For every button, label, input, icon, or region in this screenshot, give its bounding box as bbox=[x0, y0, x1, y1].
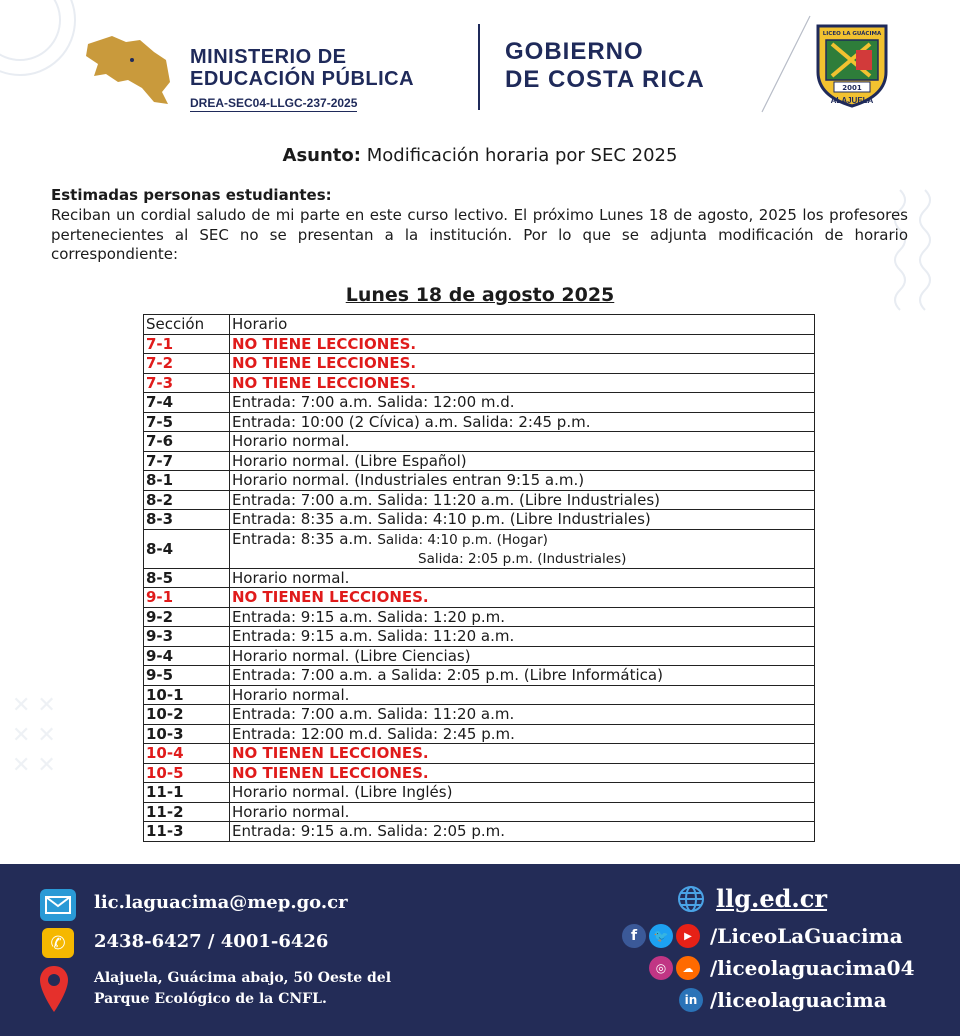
soundcloud-icon[interactable]: ☁ bbox=[676, 956, 700, 980]
table-row bbox=[144, 412, 815, 432]
table-row bbox=[144, 724, 815, 744]
footer-email[interactable]: lic.laguacima@mep.go.cr bbox=[94, 892, 348, 913]
cell-schedule: NO TIENE LECCIONES. bbox=[230, 373, 815, 393]
table-row bbox=[144, 490, 815, 510]
table-row bbox=[144, 763, 815, 783]
svg-text:✕ ✕: ✕ ✕ bbox=[12, 723, 56, 748]
header-section: Sección bbox=[144, 315, 230, 335]
cell-schedule: Horario normal. (Libre Inglés) bbox=[230, 783, 815, 803]
table-header-row bbox=[144, 315, 815, 335]
costa-rica-map-logo bbox=[82, 30, 174, 112]
cell-schedule: Entrada: 12:00 m.d. Salida: 2:45 p.m. bbox=[230, 724, 815, 744]
ministry-line1: MINISTERIO DE bbox=[190, 46, 347, 68]
facebook-icon[interactable]: f bbox=[622, 924, 646, 948]
table-row bbox=[144, 588, 815, 608]
cell-schedule: Horario normal. (Libre Ciencias) bbox=[230, 646, 815, 666]
gov-line2: DE COSTA RICA bbox=[505, 66, 705, 93]
footer-social-3[interactable]: /liceolaguacima bbox=[710, 988, 887, 1012]
cell-schedule: Entrada: 9:15 a.m. Salida: 11:20 a.m. bbox=[230, 627, 815, 647]
table-title: Lunes 18 de agosto 2025 bbox=[345, 284, 615, 306]
cell-schedule: Horario normal. (Libre Español) bbox=[230, 451, 815, 471]
cell-section: 7-1 bbox=[144, 334, 230, 354]
cell-section: 11-1 bbox=[144, 783, 230, 803]
footer-phone: 2438-6427 / 4001-6426 bbox=[94, 931, 329, 952]
cell-schedule: Horario normal. bbox=[230, 568, 815, 588]
instagram-icon[interactable]: ◎ bbox=[649, 956, 673, 980]
cell-section: 7-4 bbox=[144, 393, 230, 413]
crest-caption: ALAJUELA bbox=[830, 96, 874, 105]
footer bbox=[0, 864, 960, 1036]
cell-section: 7-3 bbox=[144, 373, 230, 393]
cell-section: 11-3 bbox=[144, 822, 230, 842]
cell-schedule: NO TIENE LECCIONES. bbox=[230, 354, 815, 374]
svg-text:✕ ✕: ✕ ✕ bbox=[12, 693, 56, 718]
cell-section: 9-1 bbox=[144, 588, 230, 608]
cell-schedule: NO TIENEN LECCIONES. bbox=[230, 744, 815, 764]
table-row bbox=[144, 685, 815, 705]
cell-section: 8-2 bbox=[144, 490, 230, 510]
cell-section: 8-1 bbox=[144, 471, 230, 491]
cell-section: 8-5 bbox=[144, 568, 230, 588]
table-row bbox=[144, 627, 815, 647]
table-row bbox=[144, 822, 815, 842]
schedule-exit-2: Salida: 2:05 p.m. (Industriales) bbox=[418, 550, 627, 567]
cell-section: 7-6 bbox=[144, 432, 230, 452]
cell-schedule: Entrada: 10:00 (2 Cívica) a.m. Salida: 2:45 p.m. bbox=[230, 412, 815, 432]
cell-schedule: NO TIENEN LECCIONES. bbox=[230, 763, 815, 783]
table-row bbox=[144, 334, 815, 354]
cell-schedule: NO TIENEN LECCIONES. bbox=[230, 588, 815, 608]
schedule-exit-1: Salida: 4:10 p.m. (Hogar) bbox=[377, 531, 548, 548]
cell-section: 10-1 bbox=[144, 685, 230, 705]
schedule-table bbox=[143, 314, 815, 842]
cell-schedule: Entrada: 7:00 a.m. Salida: 11:20 a.m. bbox=[230, 705, 815, 725]
cell-section: 9-4 bbox=[144, 646, 230, 666]
header-schedule: Horario bbox=[230, 315, 815, 335]
table-row bbox=[144, 373, 815, 393]
government-name bbox=[505, 38, 705, 94]
ministry-line2: EDUCACIÓN PÚBLICA bbox=[190, 68, 415, 90]
table-row bbox=[144, 646, 815, 666]
subject-text: Modificación horaria por SEC 2025 bbox=[366, 145, 678, 166]
footer-website[interactable]: llg.ed.cr bbox=[716, 884, 828, 913]
cell-section: 11-2 bbox=[144, 802, 230, 822]
cell-schedule: Entrada: 7:00 a.m. a Salida: 2:05 p.m. (Libre Informática) bbox=[230, 666, 815, 686]
table-row bbox=[144, 529, 815, 568]
footer-address bbox=[94, 968, 391, 1010]
cell-section: 9-2 bbox=[144, 607, 230, 627]
table-row bbox=[144, 510, 815, 530]
cell-schedule: Entrada: 7:00 a.m. Salida: 11:20 a.m. (Libre Industriales) bbox=[230, 490, 815, 510]
table-row bbox=[144, 471, 815, 491]
cell-section: 7-2 bbox=[144, 354, 230, 374]
crest-year: 2001 bbox=[842, 84, 862, 92]
cell-schedule: Entrada: 7:00 a.m. Salida: 12:00 m.d. bbox=[230, 393, 815, 413]
cell-schedule: Horario normal. (Industriales entran 9:15 a.m.) bbox=[230, 471, 815, 491]
letterhead bbox=[0, 0, 960, 130]
location-pin-icon bbox=[38, 964, 70, 1014]
cell-section: 10-4 bbox=[144, 744, 230, 764]
gov-line1: GOBIERNO bbox=[505, 38, 644, 65]
cell-schedule: Entrada: 8:35 a.m. Salida: 4:10 p.m. (Libre Industriales) bbox=[230, 510, 815, 530]
table-row bbox=[144, 607, 815, 627]
greeting: Estimadas personas estudiantes: bbox=[51, 186, 332, 204]
footer-social-2[interactable]: /liceolaguacima04 bbox=[710, 956, 915, 980]
table-row bbox=[144, 568, 815, 588]
phone-icon: ✆ bbox=[42, 928, 74, 958]
cell-section: 10-2 bbox=[144, 705, 230, 725]
cell-schedule: Horario normal. bbox=[230, 802, 815, 822]
table-row bbox=[144, 744, 815, 764]
cell-section: 8-3 bbox=[144, 510, 230, 530]
cell-schedule: Horario normal. bbox=[230, 685, 815, 705]
table-row bbox=[144, 393, 815, 413]
globe-icon bbox=[676, 884, 706, 914]
schedule-entry: Entrada: 8:35 a.m. bbox=[232, 529, 373, 548]
intro-paragraph: Reciban un cordial saludo de mi parte en este curso lectivo. El próximo Lunes 18 de agosto, 2025 los profesores pertenecientes al SEC no se presentan a la institución. Por lo que se adjunta modificación de horario correspondiente: bbox=[51, 206, 908, 263]
subject-label: Asunto: bbox=[282, 145, 361, 166]
cell-schedule: Entrada: 9:15 a.m. Salida: 2:05 p.m. bbox=[230, 822, 815, 842]
svg-text:✕ ✕: ✕ ✕ bbox=[12, 753, 56, 778]
footer-social-1[interactable]: /LiceoLaGuacima bbox=[710, 924, 903, 948]
table-row bbox=[144, 432, 815, 452]
cell-section: 8-4 bbox=[144, 529, 230, 568]
youtube-icon[interactable]: ▶ bbox=[676, 924, 700, 948]
cell-schedule: Entrada: 9:15 a.m. Salida: 1:20 p.m. bbox=[230, 607, 815, 627]
cell-section: 9-5 bbox=[144, 666, 230, 686]
table-row bbox=[144, 802, 815, 822]
cell-section: 7-5 bbox=[144, 412, 230, 432]
crest-text: LICEO LA GUÁCIMA bbox=[822, 31, 882, 37]
table-row bbox=[144, 783, 815, 803]
cell-section: 10-5 bbox=[144, 763, 230, 783]
table-row bbox=[144, 451, 815, 471]
table-row bbox=[144, 705, 815, 725]
header-divider bbox=[478, 24, 480, 110]
cell-section: 10-3 bbox=[144, 724, 230, 744]
mail-icon bbox=[40, 889, 76, 921]
address-line1: Alajuela, Guácima abajo, 50 Oeste del bbox=[94, 970, 392, 986]
subject-line bbox=[0, 145, 960, 166]
cell-schedule bbox=[230, 529, 815, 568]
twitter-icon[interactable]: 🐦 bbox=[649, 924, 673, 948]
table-row bbox=[144, 666, 815, 686]
cell-section: 9-3 bbox=[144, 627, 230, 647]
cell-section: 7-7 bbox=[144, 451, 230, 471]
cell-schedule: Horario normal. bbox=[230, 432, 815, 452]
table-row bbox=[144, 354, 815, 374]
address-line2: Parque Ecológico de la CNFL. bbox=[94, 991, 327, 1007]
document-code: DREA-SEC04-LLGC-237-2025 bbox=[190, 96, 358, 110]
cell-schedule: NO TIENE LECCIONES. bbox=[230, 334, 815, 354]
linkedin-icon[interactable]: in bbox=[679, 988, 703, 1012]
ministry-name bbox=[190, 46, 414, 90]
